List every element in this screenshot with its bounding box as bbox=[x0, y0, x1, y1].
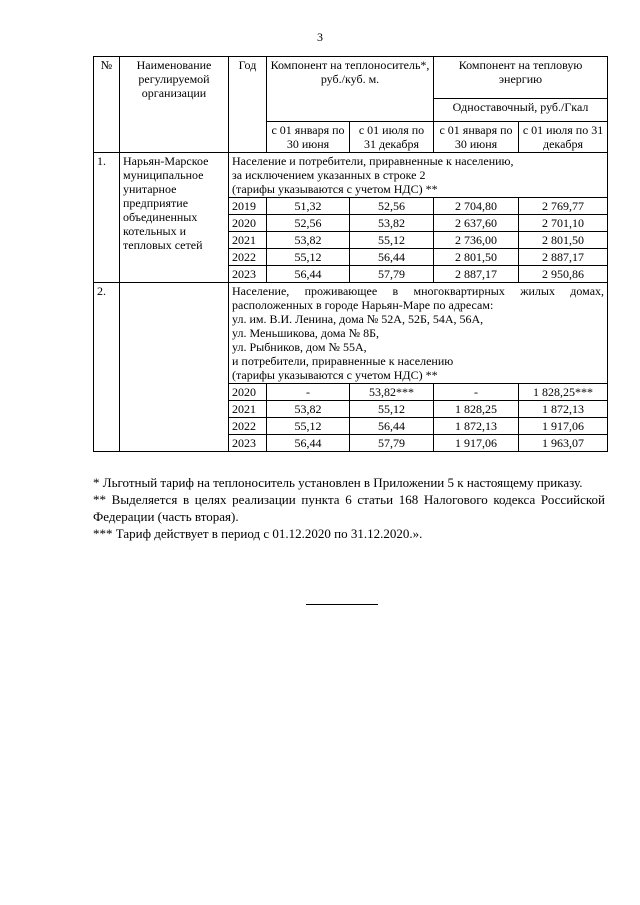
header-num: № bbox=[94, 57, 120, 153]
group-line: ул. Меньшикова, дома № 8Б, bbox=[232, 326, 379, 340]
table-row bbox=[94, 153, 608, 198]
cell-value: 55,12 bbox=[350, 401, 434, 418]
cell-value: 2 801,50 bbox=[434, 249, 519, 266]
cell-value: 51,32 bbox=[267, 198, 350, 215]
group1-description bbox=[229, 153, 608, 198]
page-number: 3 bbox=[317, 30, 323, 44]
cell-value: 2 801,50 bbox=[519, 232, 608, 249]
group-line: (тарифы указываются с учетом НДС) ** bbox=[232, 182, 438, 196]
group-line: ул. Рыбников, дом № 55А, bbox=[232, 340, 367, 354]
closing-rule bbox=[306, 604, 378, 605]
header-period: с 01 января по 30 июня bbox=[434, 122, 519, 153]
cell-value: 1 963,07 bbox=[519, 435, 608, 452]
cell-year: 2020 bbox=[229, 215, 267, 232]
group-line: (тарифы указываются с учетом НДС) ** bbox=[232, 368, 438, 382]
cell-value: - bbox=[434, 384, 519, 401]
cell-year: 2023 bbox=[229, 266, 267, 283]
cell-value: 55,12 bbox=[267, 418, 350, 435]
cell-value: 53,82*** bbox=[350, 384, 434, 401]
header-energy-type: Одноставочный, руб./Гкал bbox=[434, 98, 608, 121]
table-row bbox=[94, 283, 608, 384]
cell-value: 1 917,06 bbox=[519, 418, 608, 435]
header-period: с 01 января по 30 июня bbox=[267, 122, 350, 153]
cell-value: 53,82 bbox=[267, 401, 350, 418]
cell-value: 55,12 bbox=[350, 232, 434, 249]
header-carrier: Компонент на теплоноситель*, руб./куб. м. bbox=[267, 57, 434, 122]
cell-year: 2022 bbox=[229, 249, 267, 266]
cell-value: - bbox=[267, 384, 350, 401]
cell-value: 2 769,77 bbox=[519, 198, 608, 215]
header-energy: Компонент на тепловую энергию bbox=[434, 57, 608, 99]
header-org: Наименование регулируемой организации bbox=[120, 57, 229, 153]
cell-value: 56,44 bbox=[350, 418, 434, 435]
cell-value: 57,79 bbox=[350, 266, 434, 283]
cell-value: 55,12 bbox=[267, 249, 350, 266]
cell-value: 1 872,13 bbox=[519, 401, 608, 418]
group-line: и потребители, приравненные к населению bbox=[232, 354, 454, 368]
organization-name: Нарьян-Марское муниципальное унитарное предприятие объединенных котельных и тепловых сетей bbox=[120, 153, 229, 283]
cell-value: 52,56 bbox=[267, 215, 350, 232]
group-line: ул. им. В.И. Ленина, дома № 52А, 52Б, 54А, 56А, bbox=[232, 312, 484, 326]
cell-value: 2 704,80 bbox=[434, 198, 519, 215]
cell-value: 52,56 bbox=[350, 198, 434, 215]
group-line: Население, проживающее в многоквартирных жилых домах, расположенных в городе Нарьян-Маре по адресам: bbox=[232, 284, 605, 312]
row-number: 2. bbox=[94, 283, 120, 452]
cell-value: 1 917,06 bbox=[434, 435, 519, 452]
group-line: Население и потребители, приравненные к населению, bbox=[232, 154, 514, 168]
cell-value: 1 828,25 bbox=[434, 401, 519, 418]
footnotes bbox=[93, 474, 605, 542]
group2-description bbox=[229, 283, 608, 384]
header-year: Год bbox=[229, 57, 267, 153]
row-number: 1. bbox=[94, 153, 120, 283]
cell-value: 2 637,60 bbox=[434, 215, 519, 232]
cell-value: 1 828,25*** bbox=[519, 384, 608, 401]
header-period: с 01 июля по 31 декабря bbox=[519, 122, 608, 153]
cell-value: 57,79 bbox=[350, 435, 434, 452]
cell-year: 2020 bbox=[229, 384, 267, 401]
footnote: * Льготный тариф на теплоноситель установлен в Приложении 5 к настоящему приказу. bbox=[93, 475, 583, 490]
group-line: за исключением указанных в строке 2 bbox=[232, 168, 426, 182]
organization-name-empty bbox=[120, 283, 229, 452]
cell-value: 2 887,17 bbox=[519, 249, 608, 266]
footnote: *** Тариф действует в период с 01.12.2020 по 31.12.2020.». bbox=[93, 526, 423, 541]
cell-value: 2 887,17 bbox=[434, 266, 519, 283]
cell-value: 1 872,13 bbox=[434, 418, 519, 435]
cell-value: 53,82 bbox=[267, 232, 350, 249]
header-row bbox=[94, 57, 608, 99]
cell-year: 2021 bbox=[229, 232, 267, 249]
tariff-table bbox=[93, 56, 608, 452]
cell-value: 2 701,10 bbox=[519, 215, 608, 232]
footnote: ** Выделяется в целях реализации пункта 6 статьи 168 Налогового кодекса Российской Федерации (часть вторая). bbox=[93, 492, 605, 524]
cell-year: 2023 bbox=[229, 435, 267, 452]
cell-value: 2 736,00 bbox=[434, 232, 519, 249]
cell-year: 2021 bbox=[229, 401, 267, 418]
cell-value: 53,82 bbox=[350, 215, 434, 232]
cell-value: 56,44 bbox=[350, 249, 434, 266]
cell-year: 2022 bbox=[229, 418, 267, 435]
header-period: с 01 июля по 31 декабря bbox=[350, 122, 434, 153]
cell-year: 2019 bbox=[229, 198, 267, 215]
cell-value: 56,44 bbox=[267, 435, 350, 452]
cell-value: 2 950,86 bbox=[519, 266, 608, 283]
cell-value: 56,44 bbox=[267, 266, 350, 283]
